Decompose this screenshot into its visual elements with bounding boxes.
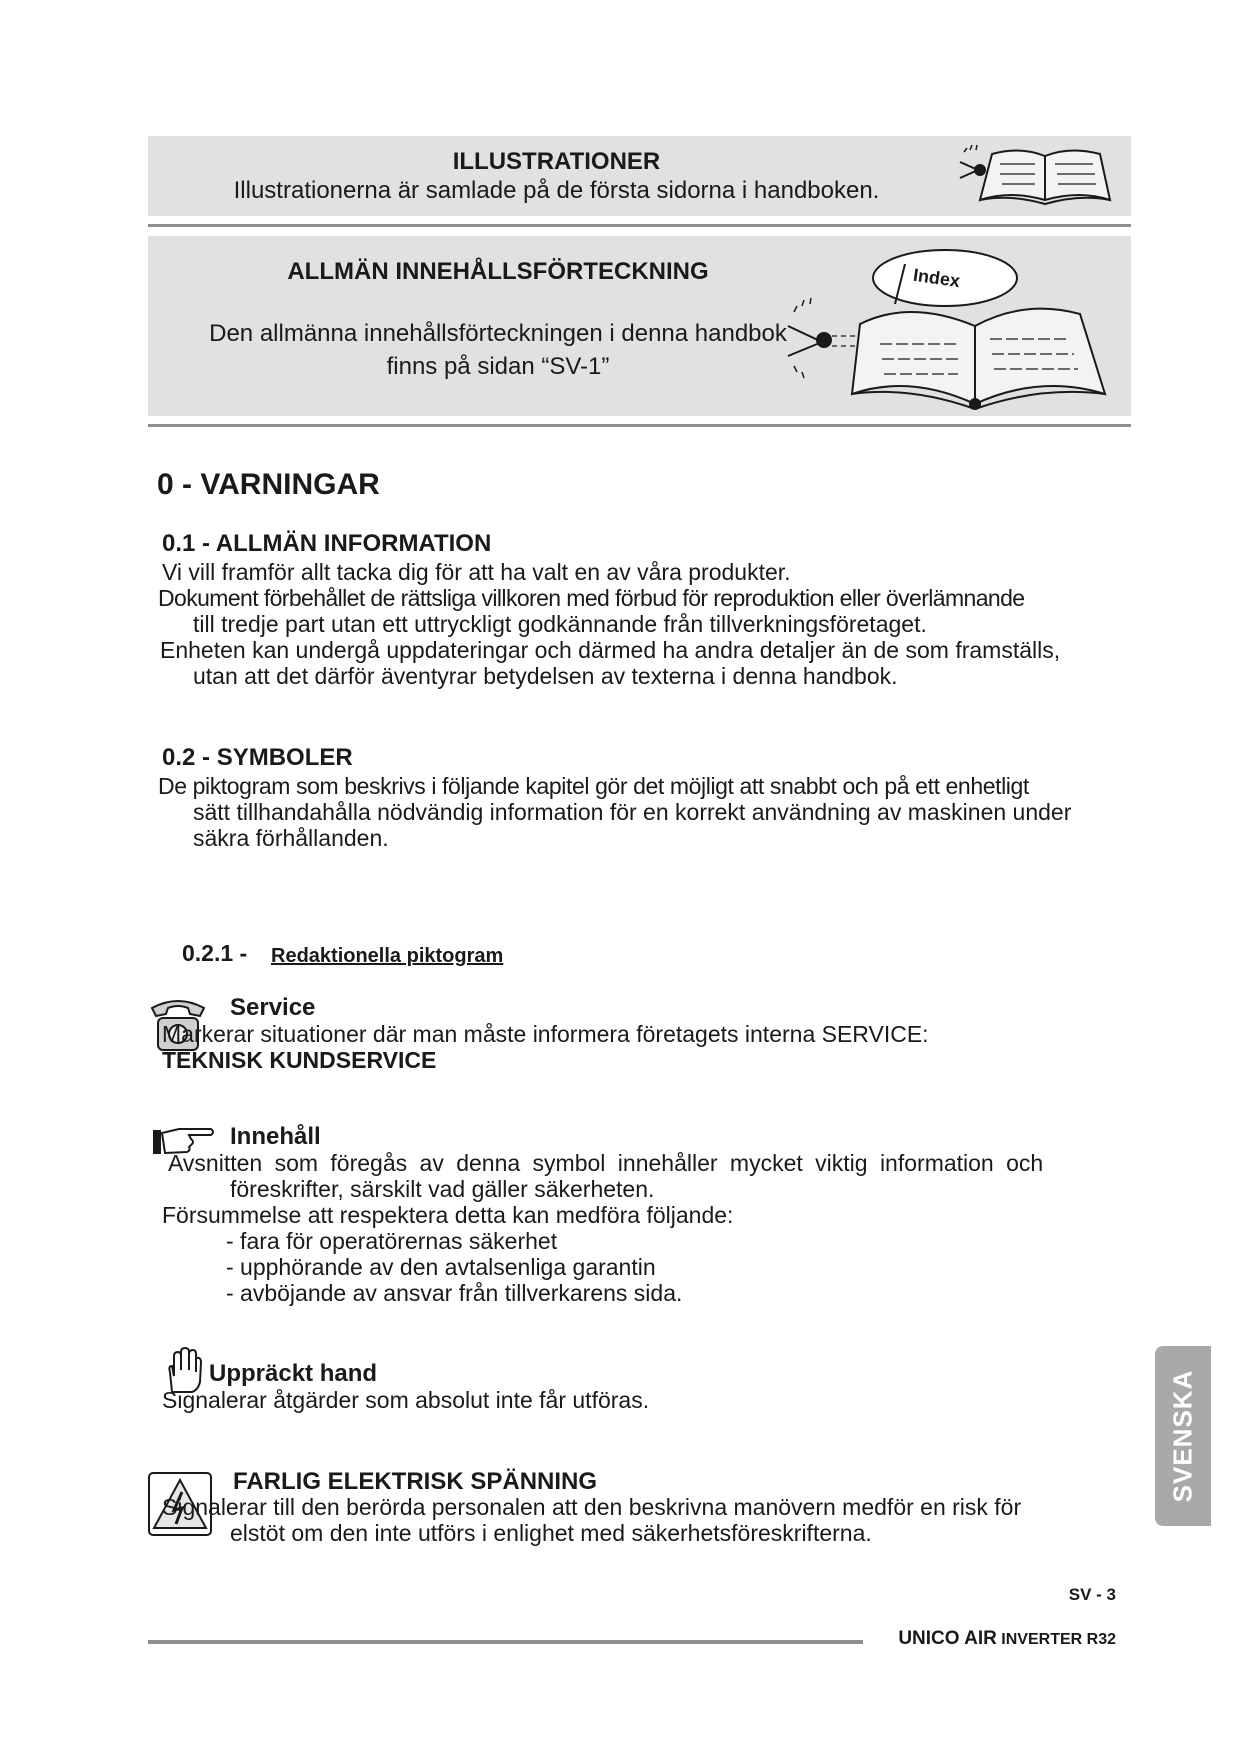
illustrations-title: ILLUSTRATIONER: [452, 148, 661, 175]
voltage-title: FARLIG ELEKTRISK SPÄNNING: [233, 1468, 598, 1495]
divider: [148, 224, 1131, 227]
section-0-heading: 0 - VARNINGAR: [157, 468, 380, 501]
section-0-1-heading: 0.1 - ALLMÄN INFORMATION: [162, 530, 492, 557]
index-badge-label: Index: [911, 264, 962, 292]
illustrations-text: Illustrationerna är samlade på de första sidorna i handboken.: [233, 177, 880, 204]
paragraph-line: Signalerar till den berörda personalen att den beskrivna manövern medför en risk för: [162, 1494, 1022, 1520]
page-number: SV - 3: [1068, 1585, 1116, 1604]
content-body: [168, 1150, 1118, 1202]
paragraph-line: säkra förhållanden.: [193, 825, 389, 851]
paragraph-line: De piktogram som beskrivs i följande kapitel gör det möjligt att snabbt och på ett enhetligt: [158, 773, 1029, 799]
list-item: - fara för operatörernas säkerhet: [226, 1228, 558, 1254]
footer-rule: [148, 1640, 863, 1644]
list-item: - upphörande av den avtalsenliga garantin: [226, 1254, 656, 1280]
paragraph-line: Enheten kan undergå uppdateringar och därmed ha andra detaljer än de som framställs,: [160, 637, 1061, 663]
open-book-eye-icon: [950, 142, 1125, 210]
voltage-body: [162, 1494, 1112, 1546]
section-0-2-heading: 0.2 - SYMBOLER: [162, 744, 353, 771]
hand-body: [162, 1387, 1062, 1413]
paragraph-line: TEKNISK KUNDSERVICE: [162, 1047, 437, 1073]
service-title: Service: [230, 994, 316, 1021]
paragraph-line: sätt tillhandahålla nödvändig information för en korrekt användning av maskinen under: [193, 799, 1072, 825]
section-0-2-1-number: 0.2.1 -: [182, 940, 248, 966]
toc-title: ALLMÄN INNEHÅLLSFÖRTECKNING: [287, 258, 709, 285]
paragraph-line: föreskrifter, särskilt vad gäller säkerheten.: [230, 1176, 655, 1202]
content-title: Innehåll: [230, 1123, 321, 1150]
footer-product-name: UNICO AIR: [898, 1628, 997, 1649]
section-0-2-body: [158, 773, 1118, 851]
language-tab-label: SVENSKA: [1167, 1369, 1198, 1503]
footer-product-model: INVERTER R32: [1001, 1631, 1116, 1648]
paragraph-line: Försummelse att respektera detta kan medföra följande:: [162, 1202, 734, 1228]
service-body: [162, 1021, 1112, 1073]
paragraph-line: elstöt om den inte utförs i enlighet med säkerhetsföreskrifterna.: [230, 1520, 872, 1546]
paragraph-line: Signalerar åtgärder som absolut inte får utföras.: [162, 1387, 650, 1413]
paragraph-line: Dokument förbehållet de rättsliga villkoren med förbud för reproduktion eller överlämnande: [158, 585, 1025, 611]
toc-text-line2: finns på sidan “SV-1”: [386, 353, 610, 380]
footer-product: [898, 1628, 1116, 1650]
section-0-1-body: [158, 559, 1098, 689]
section-0-2-1-title: Redaktionella piktogram: [271, 945, 504, 967]
hand-title: Uppräckt hand: [209, 1360, 378, 1387]
list-item: - avböjande av ansvar från tillverkarens sida.: [226, 1280, 683, 1306]
divider: [148, 424, 1131, 427]
language-tab: [1155, 1346, 1211, 1526]
content-consequences: [162, 1202, 1062, 1306]
paragraph-line: Markerar situationer där man måste informera företagets interna SERVICE:: [162, 1021, 929, 1047]
paragraph-line: Avsnitten som föregås av denna symbol innehåller mycket viktig information och: [168, 1150, 1044, 1176]
toc-text-line1: Den allmänna innehållsförteckningen i denna handbok: [209, 320, 787, 347]
paragraph-line: till tredje part utan ett uttryckligt godkännande från tillverkningsföretaget.: [193, 611, 927, 637]
paragraph-line: Vi vill framför allt tacka dig för att ha valt en av våra produkter.: [162, 559, 791, 585]
paragraph-line: utan att det därför äventyrar betydelsen av texterna i denna handbok.: [193, 663, 898, 689]
